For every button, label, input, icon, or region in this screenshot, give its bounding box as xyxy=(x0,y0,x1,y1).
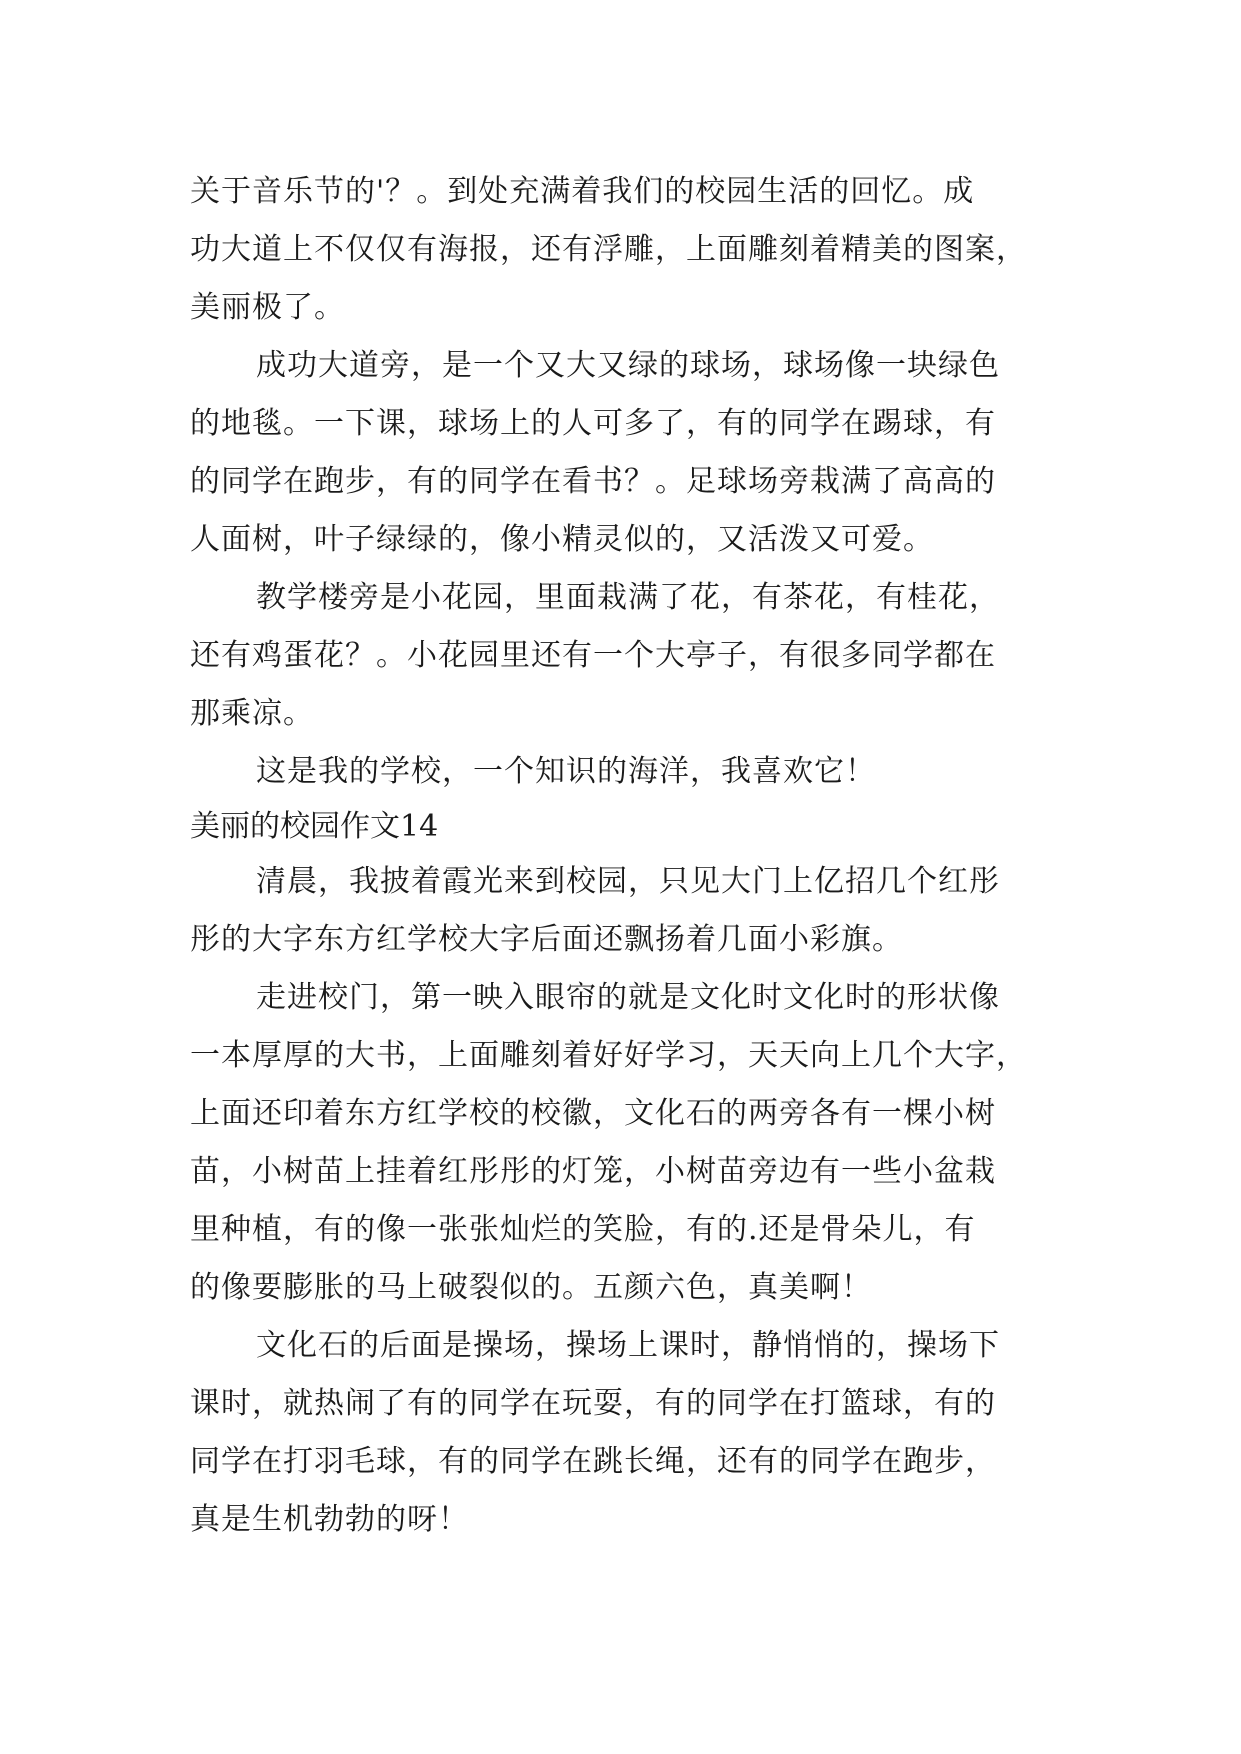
text-line: 彤的大字东方红学校大字后面还飘扬着几面小彩旗。 xyxy=(190,922,903,957)
paragraph-start-line: 教学楼旁是小花园，里面栽满了花，有茶花，有桂花， xyxy=(256,580,1000,615)
text-line: 的地毯。一下课，球场上的人可多了，有的同学在踢球，有 xyxy=(190,406,996,441)
text-line: 里种植，有的像一张张灿烂的笑脸，有的.还是骨朵儿，有 xyxy=(190,1212,976,1247)
text-line: 上面还印着东方红学校的校徽，文化石的两旁各有一棵小树 xyxy=(190,1096,996,1131)
text-line: 那乘凉。 xyxy=(190,696,314,731)
paragraph-start-line: 成功大道旁，是一个又大又绿的球场，球场像一块绿色 xyxy=(256,348,1000,383)
paragraph-start-line: 清晨，我披着霞光来到校园，只见大门上亿招几个红彤 xyxy=(256,864,1000,899)
text-line: 关于音乐节的'？。到处充满着我们的校园生活的回忆。成 xyxy=(190,174,975,209)
text-line: 还有鸡蛋花？。小花园里还有一个大亭子，有很多同学都在 xyxy=(190,638,996,673)
essay-body xyxy=(190,163,1070,1549)
text-line: 的同学在跑步，有的同学在看书？。足球场旁栽满了高高的 xyxy=(190,464,996,499)
essay-title: 美丽的校园作文14 xyxy=(190,809,439,844)
paragraph-start-line: 走进校门，第一映入眼帘的就是文化时文化时的形状像 xyxy=(256,980,1000,1015)
text-line: 美丽极了。 xyxy=(190,290,345,325)
text-line: 苗，小树苗上挂着红彤彤的灯笼，小树苗旁边有一些小盆栽 xyxy=(190,1154,996,1189)
text-line: 同学在打羽毛球，有的同学在跳长绳，还有的同学在跑步， xyxy=(190,1444,996,1479)
text-line: 真是生机勃勃的呀！ xyxy=(190,1502,469,1537)
paragraph-start-line: 这是我的学校，一个知识的海洋，我喜欢它！ xyxy=(256,754,876,789)
text-line: 一本厚厚的大书，上面雕刻着好好学习，天天向上几个大字， xyxy=(190,1038,1027,1073)
text-line: 的像要膨胀的马上破裂似的。五颜六色，真美啊！ xyxy=(190,1270,872,1305)
text-line: 课时，就热闹了有的同学在玩耍，有的同学在打篮球，有的 xyxy=(190,1386,996,1421)
text-line: 人面树，叶子绿绿的，像小精灵似的，又活泼又可爱。 xyxy=(190,522,934,557)
paragraph-start-line: 文化石的后面是操场，操场上课时，静悄悄的，操场下 xyxy=(256,1328,1000,1363)
text-line: 功大道上不仅仅有海报，还有浮雕，上面雕刻着精美的图案， xyxy=(190,232,1027,267)
